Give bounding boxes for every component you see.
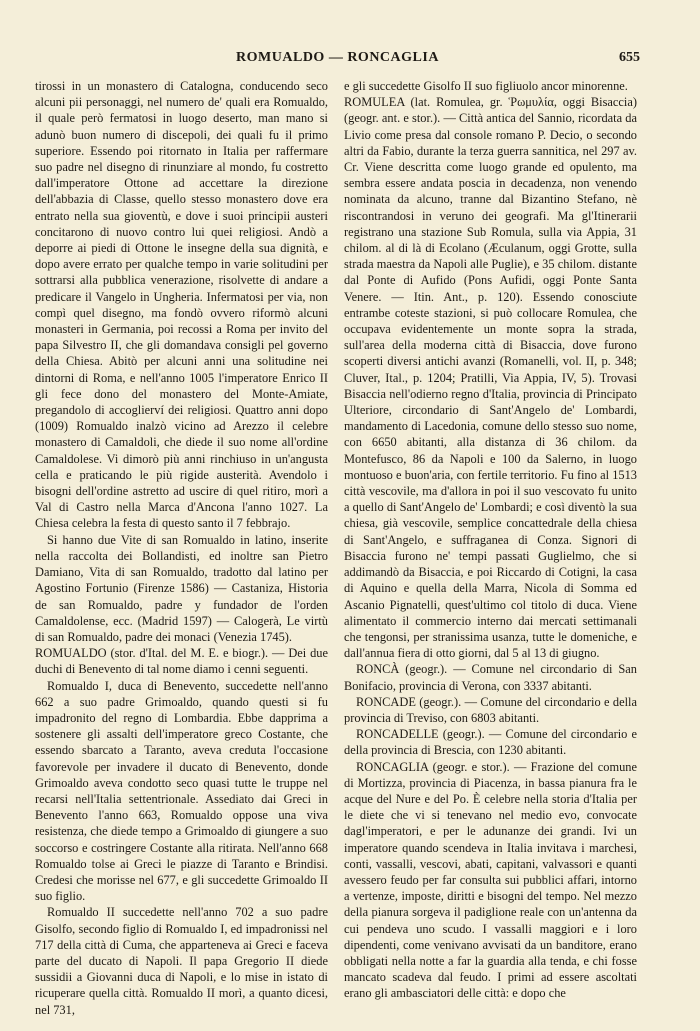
left-column — [35, 78, 328, 1017]
entry-roncaglia: RONCAGLIA (geogr. e stor.). — Frazione del comune di Mortizza, provincia di Piacenza, in bassa pianura fra le acque del Nure e del Po. È celebre nella storia d'Italia per le diete che vi si tenevano nel medio evo, convocate dagl'imperatori, e per le adunanze dei grandi. Ivi un imperatore quando scendeva in Italia invitava i marchesi, conti, vassalli, vescovi, abati, capitani, valvassori e quanti avessero feudo per far consulta sui pubblici affari, intorno a vertenze, imposte, diritti e bisogni del tempo. Nel mezzo della pianura sorgeva il padiglione reale con un'antenna da cui pendeva uno scudo. I vassalli maggiori e i loro dipendenti, come venivano avvisati da un banditore, erano obbligati nella notte a far la guardia alla tenda, e chi fosse mancato scadeva dal feudo. I primi ad essere ascoltati erano gli ambasciatori delle città: e dopo che — [344, 759, 637, 1001]
paragraph: Romualdo I, duca di Benevento, succedette nell'anno 662 a suo padre Grimoaldo, quando questi si fu impadronito del regno di Lombardia. Ebbe dapprima a sostenere gli assalti dell'imperatore greco Costante, che essendo sbarcato a Taranto, aveva creduta l'occasione favorevole per invadere il ducato di Benevento, donde Grimoaldo aveva condotto seco quasi tutte le truppe nel recarsi nell'Italia settentrionale. Assediato dai Greci in Benevento l'anno 663, Romualdo oppose una viva resistenza, che diede tempo a Grimoaldo di giungere a suo soccorso e costringere Costante alla ritirata. Nell'anno 668 Romualdo tolse ai Greci le piazze di Taranto e Brindisi. Credesi che morisse nel 677, e gli succedette Grimoaldo II suo figlio. — [35, 678, 328, 904]
entry-roncade: RONCADE (geogr.). — Comune del circondario e della provincia di Treviso, con 6803 abitanti. — [344, 694, 637, 725]
paragraph: Romualdo II succedette nell'anno 702 a suo padre Gisolfo, secondo figlio di Romualdo I, ed impadronissi nel 717 della città di Cuma, che apparteneva ai Greci e faceva parte del ducato di Napoli. Il papa Gregorio II diede sussidii a Giovanni duca di Napoli, e lo mise in istato di ricuperare quella città. Romualdo II morì, a quanto dicesi, nel 731, — [35, 905, 328, 1017]
running-head: ROMUALDO — RONCAGLIA — [236, 50, 439, 65]
paragraph: tirossi in un monastero di Catalogna, conducendo seco alcuni pii personaggi, nel numero de' quali era Romualdo, il quale però fermatosi in luogo deserto, man mano si adunò buon numero di discepoli, dei quali fu il primo superiore. Essendo poi ritornato in Italia per raffermare suo padre nel disegno di rinunziare al mondo, fu costretto dall'imperatore Ottone ad accettare la direzione dell'abbazia di Classe, quello stesso monastero dove era entrato nella sua gioventù, e dove i suoi principii austeri concitarono di nuovo contro lui quei religiosi. Andò a deporre ai piedi di Ottone le insegne della sua dignità, e dopo avere errato per qualche tempo in varie solitudini per sottrarsi alla pubblica venerazione, risolvette di andare a predicare il Vangelo in Ungheria. Infermatosi per via, non compì quel disegno, ma fondò ovvero riformò alcuni monasteri in Germania, poi recossi a Roma per invito del papa Silvestro II, che gli domandava consigli pel governo della Chiesa. Abitò per alcuni anni una solitudine nei dintorni di Roma, e nell'anno 1005 l'imperatore Enrico II gli fece dono del monastero del Monte-Amiate, pregandolo di accoglierví dei religiosi. Quattro anni dopo (1009) Romualdo inalzò vicino ad Arezzo il celebre monastero di Camaldoli, che diede il suo nome all'ordine Camaldolese. Vi dimorò più anni rinchiuso in un'angusta cella e praticando le più rigide austerità. Avendolo i bisogni dell'ordine astretto ad uscire di quel ritiro, morì a Val di Castro nella Marca d'Ancona l'anno 1027. La Chiesa celebra la festa di questo santo il 7 febbrajo. — [35, 79, 328, 531]
entry-romualdo-stor: ROMUALDO (stor. d'Ital. del M. E. e biogr.). — Dei due duchi di Benevento di tal nome diamo i cenni seguenti. — [35, 646, 328, 677]
paragraph: Si hanno due Vite di san Romualdo in latino, inserite nella raccolta dei Bollandisti, ed inoltre san Pietro Damiano, Vita di san Romualdo, tradotto dal latino per Agostino Fortunio (Firenze 1586) — Castaniza, Historia de san Romualdo, padre y fundador de l'orden Camaldolense, ecc. (Madrid 1597) — Calogerà, Le virtù di san Romualdo, padre dei monaci (Venezia 1745). — [35, 532, 328, 644]
entry-ronca: RONCÀ (geogr.). — Comune nel circondario di San Bonifacio, provincia di Verona, con 3337 abitanti. — [344, 662, 637, 693]
page-header — [35, 50, 640, 72]
right-column — [344, 78, 637, 1009]
page-number: 655 — [619, 50, 640, 65]
entry-roncadelle: RONCADELLE (geogr.). — Comune del circondario e della provincia di Brescia, con 1230 abitanti. — [344, 727, 637, 758]
entry-romulea: ROMULEA (lat. Romulea, gr. Ῥωμυλία, oggi Bisaccia) (geogr. ant. e stor.). — Città antica del Sannio, ricordata da Livio come presa dal console romano P. Decio, o secondo altri da Fabio, durante la terza guerra sannitica, nel 297 av. Cr. Viene descritta come luogo grande ed opulento, ma sembra essere andata poscia in decadenza, non venendo nominata da alcuno, tranne dal Bizantino Stefano, nè riscontrandosi in veruno dei geografi. Ma gl'Itinerarii registrano una stazione Sub Romula, sulla via Appia, 31 chilom. al di là di Ecolano (Æculanum, oggi Grotte, sulla strada maestra da Napoli alle Puglie), e 35 chilom. distante dal Ponte di Aufido (Pons Aufidi, oggi Ponte Santa Venere. — Itin. Ant., p. 120). Essendo conosciute entrambe coteste stazioni, si può collocare Romulea, che occupava evidentemente un monte sopra la strada, sull'area della moderna città di Bisaccia, dove furono scoperti diversi antichi avanzi (Romanelli, vol. II, p. 348; Cluver, Ital., p. 1204; Pratilli, Via Appia, IV, 5). Trovasi Bisaccia nell'odierno regno d'Italia, provincia di Principato Ulteriore, circondario di Sant'Angelo de' Lombardi, mandamento di Lacedonia, comune dello stesso suo nome, con 6650 abitanti, alla distanza di 36 chilom. da Montefusco, 86 da Napoli e 100 da Salerno, in luogo montuoso e buon'aria, con fertile territorio. Fu fino al 1513 città vescovile, ma d'allora in poi il suo vescovato fu unito a quello di Sant'Angelo de' Lombardi; e così diventò la sua chiesa, già vescovile, semplice concattedrale della chiesa di Sant'Angelo, e suffraganea di Conza. Signori di Bisaccia furono ne' tempi passati Guglielmo, che si addimandò da Bisaccia, e poi Riccardo di Cotigni, la casa di Aquino e quella della Marra, Nicola di Somma ed Ascanio Pignatelli, quest'ultimo col titolo di duca. Viene alimentato il commercio interno dai mercati settimanali che tengonsi, per stranissima usanza, tutte le domeniche, e dall'annua fiera di otto giorni, dal 5 al 13 di giugno. — [344, 95, 637, 661]
column-gutter — [336, 78, 337, 1008]
paragraph: e gli succedette Gisolfo II suo figliuolo ancor minorenne. — [344, 79, 628, 93]
